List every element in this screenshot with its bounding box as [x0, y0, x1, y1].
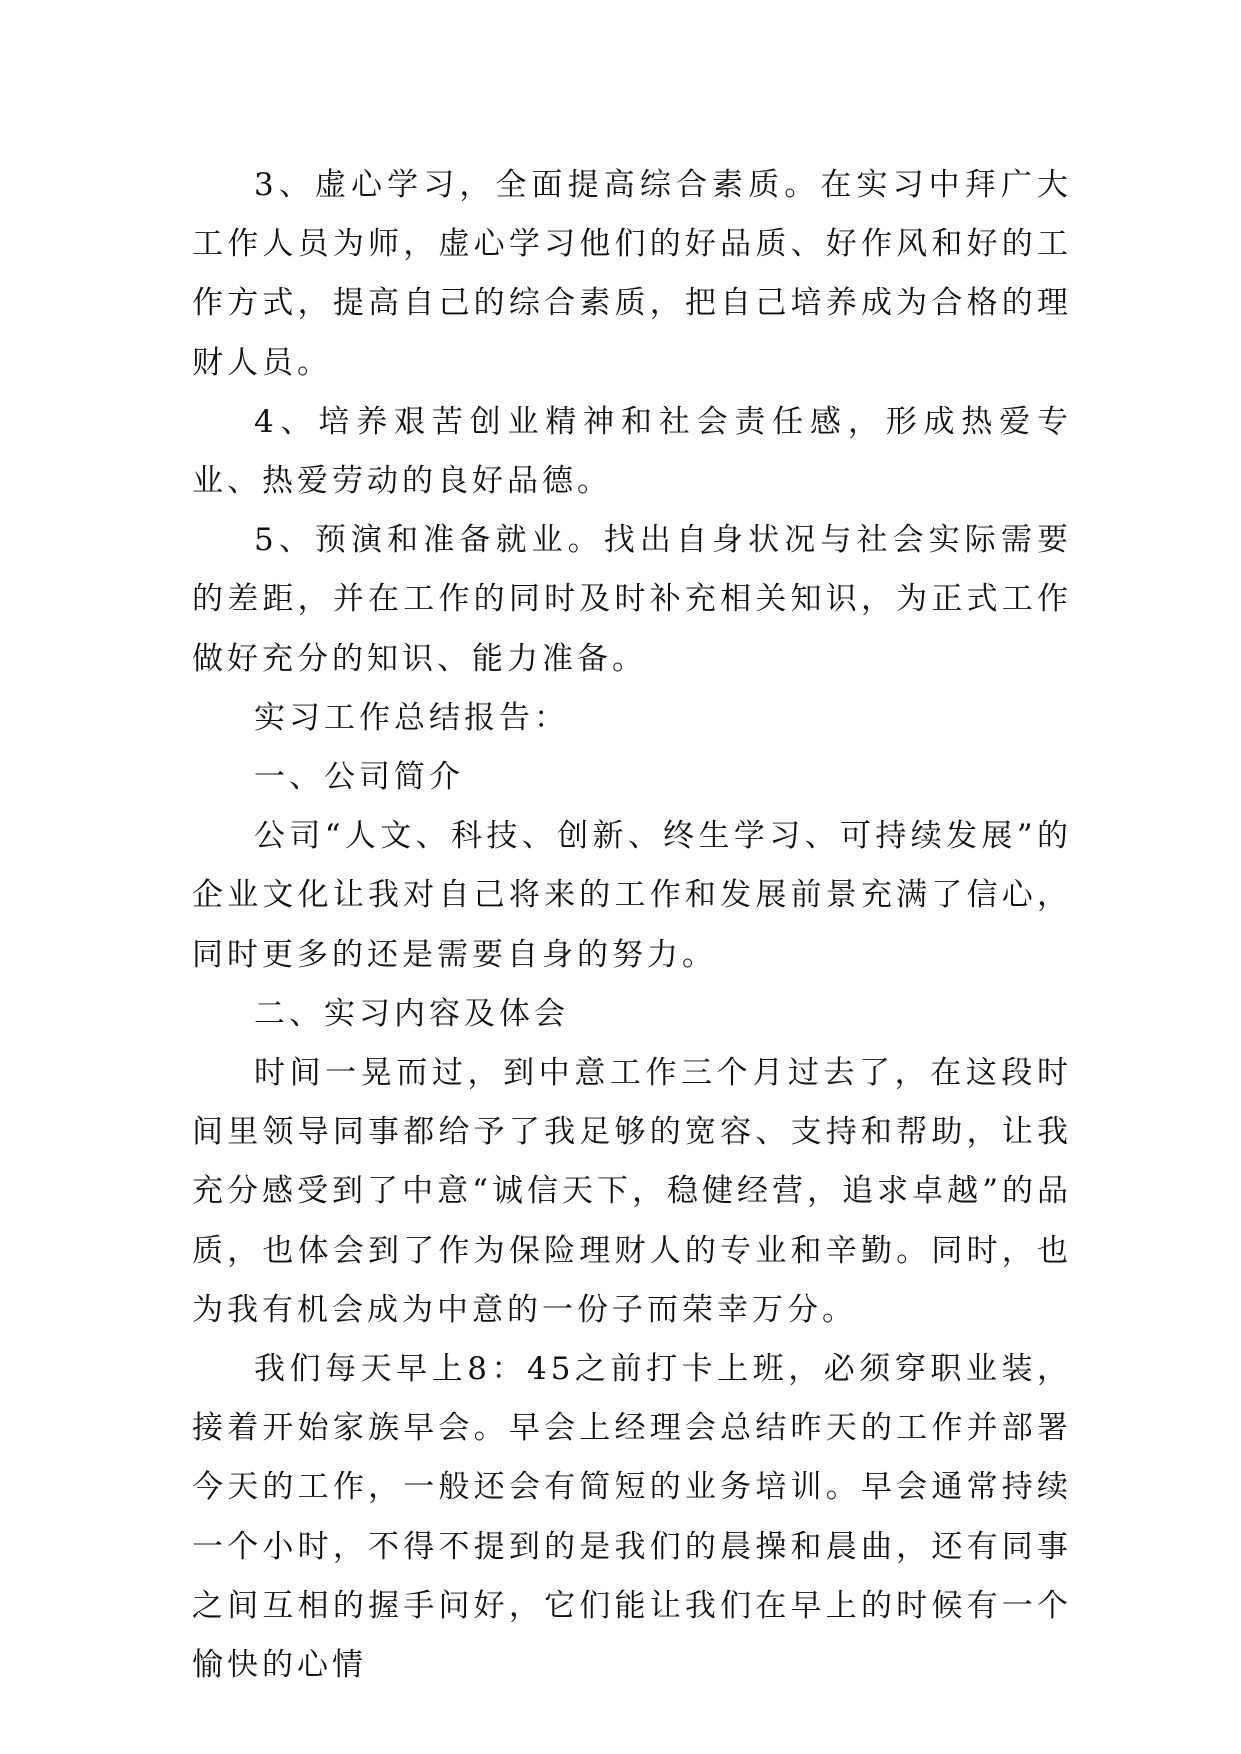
section-heading-report: 实习工作总结报告： — [254, 699, 569, 736]
paragraph-three-months: 时间一晃而过，到中意工作三个月过去了，在这段时间里领导同事都给予了我足够的宽容、支持和帮助，让我充分感受到了中意“诚信天下，稳健经营，追求卓越”的品质，也体会到了作为保险理财人的专业和辛勤。同时，也为我有机会成为中意的一份子而荣幸万分。 — [192, 1055, 1072, 1328]
document-body — [192, 156, 1072, 1695]
paragraph-entrepreneurship: 4、培养艰苦创业精神和社会责任感，形成热爱专业、热爱劳动的良好品德。 — [192, 403, 1072, 500]
paragraph-morning-meeting: 我们每天早上8：45之前打卡上班，必须穿职业装，接着开始家族早会。早会上经理会总结昨天的工作并部署今天的工作，一般还会有简短的业务培训。早会通常持续一个小时，不得不提到的是我们的晨操和晨曲，还有同事之间互相的握手问好，它们能让我们在早上的时候有一个愉快的心情 — [192, 1351, 1072, 1684]
paragraph-company-culture: 公司“人文、科技、创新、终生学习、可持续发展”的企业文化让我对自己将来的工作和发展前景充满了信心，同时更多的还是需要自身的努力。 — [192, 818, 1072, 973]
section-heading-company: 一、公司简介 — [254, 759, 464, 796]
paragraph-employment-prep: 5、预演和准备就业。找出自身状况与社会实际需要的差距，并在工作的同时及时补充相关知识，为正式工作做好充分的知识、能力准备。 — [192, 522, 1072, 677]
paragraph-study-quality: 3、虚心学习，全面提高综合素质。在实习中拜广大工作人员为师，虚心学习他们的好品质、好作风和好的工作方式，提高自己的综合素质，把自己培养成为合格的理财人员。 — [192, 167, 1072, 381]
section-heading-content: 二、实习内容及体会 — [254, 995, 569, 1032]
